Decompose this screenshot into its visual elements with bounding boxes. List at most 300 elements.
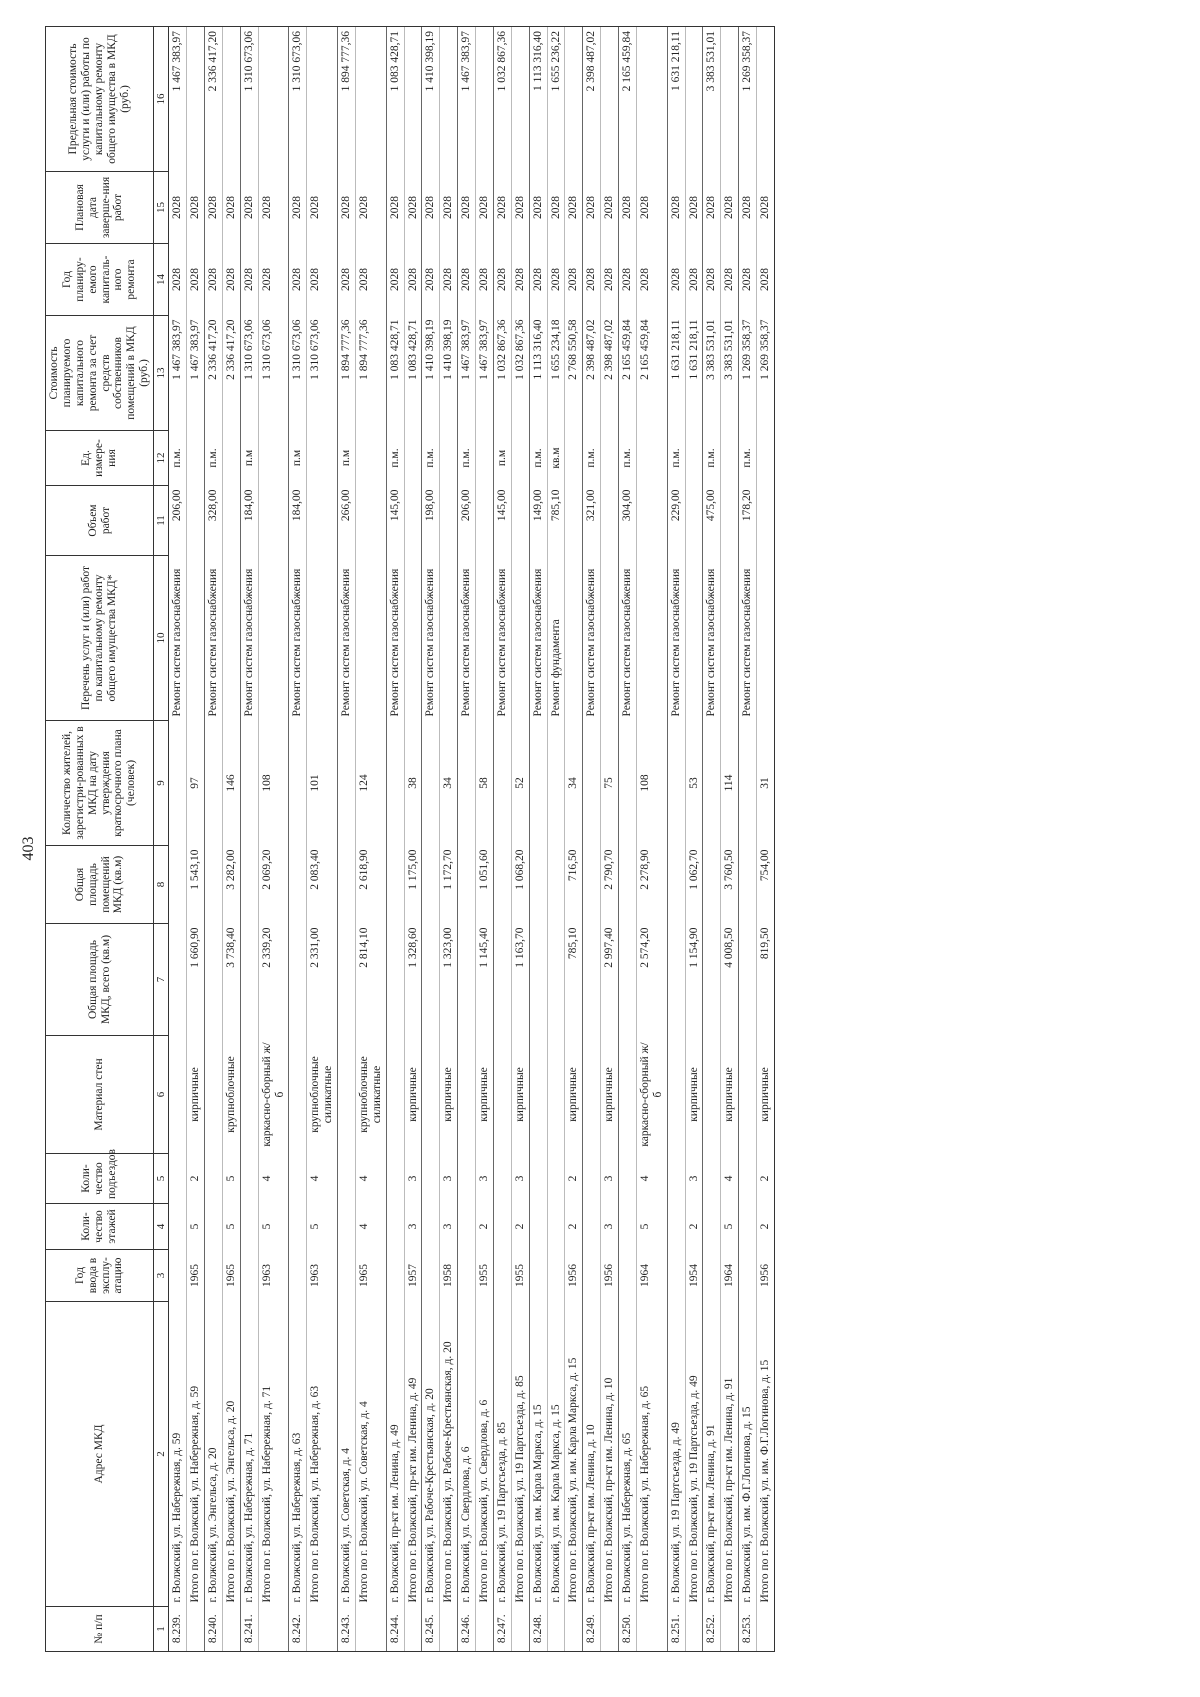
address-cell: Итого по г. Волжский, пр-кт им. Ленина, д. 10 [601,1302,619,1607]
total-row [721,27,739,1652]
cost-cell: 1 410 398,19 [440,316,458,431]
row-number [258,1607,289,1652]
col-header-end-date: Плановая дата заверше-ния работ [46,172,154,244]
material-cell: кирпичные [685,1036,703,1154]
volume-cell: 321,00 [583,486,601,556]
max-cost-cell [565,27,583,172]
address-cell: г. Волжский, ул. Набережная, д. 59 [169,1302,187,1607]
unit-cell [565,431,583,486]
volume-cell [757,486,775,556]
area-rooms-cell: 2 790,70 [601,846,619,924]
floors-cell [240,1204,258,1250]
entrances-cell [289,1154,307,1204]
unit-cell [757,431,775,486]
unit-cell [187,431,205,486]
year-cell [386,1250,404,1302]
residents-cell [703,721,721,846]
cost-cell: 1 410 398,19 [422,316,440,431]
floors-cell: 5 [222,1204,240,1250]
col-header-area-total: Общая площадь МКД, всего (кв.м) [46,924,154,1036]
area-rooms-cell [386,846,404,924]
material-cell [703,1036,721,1154]
address-cell: Итого по г. Волжский, ул. Набережная, д. 65 [636,1302,667,1607]
entrances-cell: 3 [404,1154,422,1204]
entrances-cell: 4 [258,1154,289,1204]
area-total-cell [458,924,476,1036]
table-row [529,27,547,1652]
row-number [757,1607,775,1652]
residents-cell [422,721,440,846]
residents-cell: 58 [476,721,494,846]
max-cost-cell [187,27,205,172]
plan-year-cell: 2028 [703,244,721,316]
work-cell: Ремонт систем газоснабжения [169,556,187,721]
address-cell: г. Волжский, ул. Энгельса, д. 20 [205,1302,223,1607]
max-cost-cell: 1 310 673,06 [289,27,307,172]
year-cell: 1958 [440,1250,458,1302]
residents-cell: 101 [307,721,338,846]
col-number: 16 [154,27,169,172]
work-cell: Ремонт систем газоснабжения [667,556,685,721]
table-row [386,27,404,1652]
floors-cell: 3 [601,1204,619,1250]
total-row [258,27,289,1652]
end-date-cell: 2028 [583,172,601,244]
address-cell: Итого по г. Волжский, ул. Свердлова, д. 6 [476,1302,494,1607]
col-number: 6 [154,1036,169,1154]
address-cell: г. Волжский, пр-кт им. Ленина, д. 49 [386,1302,404,1607]
end-date-cell: 2028 [685,172,703,244]
year-cell: 1964 [721,1250,739,1302]
cost-cell: 1 083 428,71 [404,316,422,431]
total-row [757,27,775,1652]
col-number: 15 [154,172,169,244]
table-row [547,27,565,1652]
end-date-cell: 2028 [338,172,356,244]
unit-cell [440,431,458,486]
residents-cell [169,721,187,846]
row-number: 8.247. [493,1607,511,1652]
table-row [458,27,476,1652]
volume-cell [601,486,619,556]
max-cost-cell: 2 336 417,20 [205,27,223,172]
address-cell: Итого по г. Волжский, ул. Набережная, д. 63 [307,1302,338,1607]
table-row [583,27,601,1652]
floors-cell [667,1204,685,1250]
cost-cell: 1 113 316,40 [529,316,547,431]
year-cell: 1955 [511,1250,529,1302]
area-rooms-cell [739,846,757,924]
cost-cell: 2 336 417,20 [205,316,223,431]
address-cell: г. Волжский, пр-кт им. Ленина, д. 91 [703,1302,721,1607]
plan-year-cell: 2028 [547,244,565,316]
entrances-cell [169,1154,187,1204]
end-date-cell: 2028 [511,172,529,244]
plan-year-cell: 2028 [476,244,494,316]
row-number [404,1607,422,1652]
cost-cell: 1 467 383,97 [476,316,494,431]
address-cell: г. Волжский, ул. Рабоче-Крестьянская, д. 20 [422,1302,440,1607]
material-cell: крупноблочные [222,1036,240,1154]
material-cell: каркасно-сборный ж/б [636,1036,667,1154]
floors-cell: 3 [440,1204,458,1250]
col-header-floors: Коли-чество этажей [46,1204,154,1250]
end-date-cell: 2028 [458,172,476,244]
unit-cell: п.м [240,431,258,486]
floors-cell: 5 [721,1204,739,1250]
end-date-cell: 2028 [619,172,637,244]
row-number [307,1607,338,1652]
year-cell [493,1250,511,1302]
entrances-cell [493,1154,511,1204]
row-number [565,1607,583,1652]
row-number [187,1607,205,1652]
year-cell [667,1250,685,1302]
total-row [307,27,338,1652]
year-cell: 1956 [757,1250,775,1302]
col-number: 8 [154,846,169,924]
area-rooms-cell [583,846,601,924]
area-rooms-cell: 1 051,60 [476,846,494,924]
row-number: 8.239. [169,1607,187,1652]
area-rooms-cell: 1 068,20 [511,846,529,924]
address-cell: г. Волжский, ул. Свердлова, д. 6 [458,1302,476,1607]
area-total-cell [338,924,356,1036]
plan-year-cell: 2028 [565,244,583,316]
volume-cell: 145,00 [386,486,404,556]
volume-cell [565,486,583,556]
material-cell [240,1036,258,1154]
end-date-cell: 2028 [404,172,422,244]
cost-cell: 1 894 777,36 [355,316,386,431]
floors-cell: 5 [187,1204,205,1250]
row-number: 8.248. [529,1607,547,1652]
max-cost-cell: 1 410 398,19 [422,27,440,172]
floors-cell [619,1204,637,1250]
address-cell: г. Волжский, ул. Советская, д. 4 [338,1302,356,1607]
residents-cell [667,721,685,846]
col-header-year: Год ввода в эксплу-атацию [46,1250,154,1302]
area-rooms-cell [422,846,440,924]
max-cost-cell [404,27,422,172]
end-date-cell: 2028 [258,172,289,244]
table-row [338,27,356,1652]
area-total-cell: 2 574,20 [636,924,667,1036]
unit-cell [511,431,529,486]
cost-cell: 1 467 383,97 [187,316,205,431]
material-cell: кирпичные [440,1036,458,1154]
end-date-cell: 2028 [307,172,338,244]
cost-cell: 2 398 487,02 [601,316,619,431]
entrances-cell [458,1154,476,1204]
unit-cell: п.м. [667,431,685,486]
unit-cell: п.м. [386,431,404,486]
area-total-cell: 819,50 [757,924,775,1036]
entrances-cell: 4 [721,1154,739,1204]
max-cost-cell [757,27,775,172]
area-rooms-cell [703,846,721,924]
cost-cell: 2 165 459,84 [636,316,667,431]
entrances-cell [529,1154,547,1204]
row-number [547,1607,565,1652]
area-total-cell [289,924,307,1036]
floors-cell: 2 [511,1204,529,1250]
end-date-cell: 2028 [222,172,240,244]
area-total-cell [703,924,721,1036]
work-cell: Ремонт систем газоснабжения [338,556,356,721]
volume-cell: 184,00 [289,486,307,556]
max-cost-cell [355,27,386,172]
volume-cell: 184,00 [240,486,258,556]
residents-cell: 34 [440,721,458,846]
unit-cell: кв.м [547,431,565,486]
work-cell [440,556,458,721]
area-rooms-cell: 2 278,90 [636,846,667,924]
cost-cell: 2 336 417,20 [222,316,240,431]
area-rooms-cell [205,846,223,924]
area-rooms-cell: 2 618,90 [355,846,386,924]
material-cell: кирпичные [476,1036,494,1154]
entrances-cell: 2 [187,1154,205,1204]
volume-cell: 304,00 [619,486,637,556]
row-number [222,1607,240,1652]
entrances-cell: 4 [355,1154,386,1204]
year-cell: 1965 [222,1250,240,1302]
table-row [703,27,721,1652]
year-cell: 1965 [187,1250,205,1302]
max-cost-cell: 1 467 383,97 [169,27,187,172]
address-cell: Итого по г. Волжский, пр-кт им. Ленина, д. 91 [721,1302,739,1607]
residents-cell [619,721,637,846]
material-cell: кирпичные [601,1036,619,1154]
col-number: 14 [154,244,169,316]
area-rooms-cell [458,846,476,924]
table-row [739,27,757,1652]
end-date-cell: 2028 [493,172,511,244]
entrances-cell [422,1154,440,1204]
address-cell: Итого по г. Волжский, ул. 19 Партсъезда, д. 49 [685,1302,703,1607]
unit-cell: п.м. [169,431,187,486]
table-row [493,27,511,1652]
plan-year-cell: 2028 [258,244,289,316]
work-cell [721,556,739,721]
row-number: 8.250. [619,1607,637,1652]
unit-cell [258,431,289,486]
entrances-cell [240,1154,258,1204]
entrances-cell: 4 [307,1154,338,1204]
max-cost-cell: 2 398 487,02 [583,27,601,172]
total-row [565,27,583,1652]
cost-cell: 1 083 428,71 [386,316,404,431]
col-header-entrances: Коли-чество подъездов [46,1154,154,1204]
volume-cell [258,486,289,556]
volume-cell [355,486,386,556]
work-cell [404,556,422,721]
area-rooms-cell: 3 282,00 [222,846,240,924]
area-rooms-cell: 1 543,10 [187,846,205,924]
plan-year-cell: 2028 [187,244,205,316]
material-cell [289,1036,307,1154]
total-row [187,27,205,1652]
page-number: 403 [20,836,37,861]
material-cell: крупноблочные силикатные [307,1036,338,1154]
volume-cell [404,486,422,556]
entrances-cell [667,1154,685,1204]
end-date-cell: 2028 [422,172,440,244]
work-cell [636,556,667,721]
residents-cell: 38 [404,721,422,846]
plan-year-cell: 2028 [529,244,547,316]
end-date-cell: 2028 [636,172,667,244]
year-cell [547,1250,565,1302]
total-row [511,27,529,1652]
floors-cell [703,1204,721,1250]
row-number [440,1607,458,1652]
col-number: 12 [154,431,169,486]
area-total-cell: 1 660,90 [187,924,205,1036]
volume-cell [222,486,240,556]
table-body [169,27,775,1652]
cost-cell: 2 768 550,58 [565,316,583,431]
cost-cell: 3 383 531,01 [703,316,721,431]
area-total-cell [667,924,685,1036]
col-number: 2 [154,1302,169,1607]
plan-year-cell: 2028 [458,244,476,316]
material-cell [422,1036,440,1154]
row-number: 8.245. [422,1607,440,1652]
residents-cell: 53 [685,721,703,846]
address-cell: г. Волжский, ул. им. Карла Маркса, д. 15 [529,1302,547,1607]
plan-year-cell: 2028 [511,244,529,316]
row-number: 8.252. [703,1607,721,1652]
max-cost-cell: 3 383 531,01 [703,27,721,172]
area-rooms-cell: 1 175,00 [404,846,422,924]
floors-cell: 2 [685,1204,703,1250]
plan-year-cell: 2028 [338,244,356,316]
volume-cell: 229,00 [667,486,685,556]
area-rooms-cell: 2 069,20 [258,846,289,924]
year-cell [240,1250,258,1302]
entrances-cell: 5 [222,1154,240,1204]
residents-cell [458,721,476,846]
area-total-cell: 1 328,60 [404,924,422,1036]
address-cell: Итого по г. Волжский, ул. Набережная, д. 71 [258,1302,289,1607]
work-cell [565,556,583,721]
work-cell: Ремонт систем газоснабжения [493,556,511,721]
area-total-cell: 2 339,20 [258,924,289,1036]
residents-cell: 75 [601,721,619,846]
cost-cell: 1 032 867,36 [493,316,511,431]
cost-cell: 1 269 358,37 [757,316,775,431]
plan-year-cell: 2028 [404,244,422,316]
address-cell: г. Волжский, ул. Набережная, д. 71 [240,1302,258,1607]
entrances-cell: 2 [757,1154,775,1204]
year-cell: 1956 [565,1250,583,1302]
end-date-cell: 2028 [703,172,721,244]
entrances-cell: 3 [476,1154,494,1204]
residents-cell [547,721,565,846]
max-cost-cell [440,27,458,172]
cost-cell: 1 655 234,18 [547,316,565,431]
total-row [636,27,667,1652]
area-rooms-cell: 1 172,70 [440,846,458,924]
unit-cell [222,431,240,486]
col-number: 9 [154,721,169,846]
address-cell: г. Волжский, ул. 19 Партсъезда, д. 85 [493,1302,511,1607]
row-number [355,1607,386,1652]
area-total-cell: 1 145,40 [476,924,494,1036]
volume-cell [307,486,338,556]
plan-year-cell: 2028 [355,244,386,316]
year-cell: 1956 [601,1250,619,1302]
end-date-cell: 2028 [386,172,404,244]
volume-cell [685,486,703,556]
plan-year-cell: 2028 [169,244,187,316]
material-cell: крупноблочные силикатные [355,1036,386,1154]
unit-cell [685,431,703,486]
area-rooms-cell: 716,50 [565,846,583,924]
area-total-cell: 2 814,10 [355,924,386,1036]
volume-cell: 475,00 [703,486,721,556]
entrances-cell [386,1154,404,1204]
floors-cell [338,1204,356,1250]
plan-year-cell: 2028 [757,244,775,316]
row-number [636,1607,667,1652]
volume-cell [476,486,494,556]
entrances-cell [619,1154,637,1204]
area-total-cell [422,924,440,1036]
residents-cell [240,721,258,846]
material-cell: кирпичные [511,1036,529,1154]
entrances-cell [205,1154,223,1204]
unit-cell [601,431,619,486]
area-total-cell: 4 008,50 [721,924,739,1036]
area-rooms-cell [169,846,187,924]
area-total-cell [493,924,511,1036]
entrances-cell [583,1154,601,1204]
address-cell: г. Волжский, пр-кт им. Ленина, д. 10 [583,1302,601,1607]
work-cell: Ремонт систем газоснабжения [529,556,547,721]
residents-cell [739,721,757,846]
year-cell: 1964 [636,1250,667,1302]
floors-cell [529,1204,547,1250]
max-cost-cell [511,27,529,172]
work-cell: Ремонт систем газоснабжения [205,556,223,721]
col-header-plan-year: Год планиру-емого капиталь-ного ремонта [46,244,154,316]
table-row [667,27,685,1652]
year-cell: 1955 [476,1250,494,1302]
area-total-cell [583,924,601,1036]
end-date-cell: 2028 [205,172,223,244]
year-cell [619,1250,637,1302]
area-total-cell: 785,10 [565,924,583,1036]
max-cost-cell: 1 032 867,36 [493,27,511,172]
address-cell: Итого по г. Волжский, ул. 19 Партсъезда, д. 85 [511,1302,529,1607]
unit-cell: п.м. [458,431,476,486]
floors-cell: 5 [307,1204,338,1250]
row-number: 8.241. [240,1607,258,1652]
col-number: 4 [154,1204,169,1250]
area-total-cell: 1 154,90 [685,924,703,1036]
area-total-cell: 2 997,40 [601,924,619,1036]
residents-cell [338,721,356,846]
unit-cell: п.м [338,431,356,486]
year-cell [739,1250,757,1302]
total-row [685,27,703,1652]
material-cell [493,1036,511,1154]
address-cell: г. Волжский, ул. им. Карла Маркса, д. 15 [547,1302,565,1607]
area-total-cell: 3 738,40 [222,924,240,1036]
